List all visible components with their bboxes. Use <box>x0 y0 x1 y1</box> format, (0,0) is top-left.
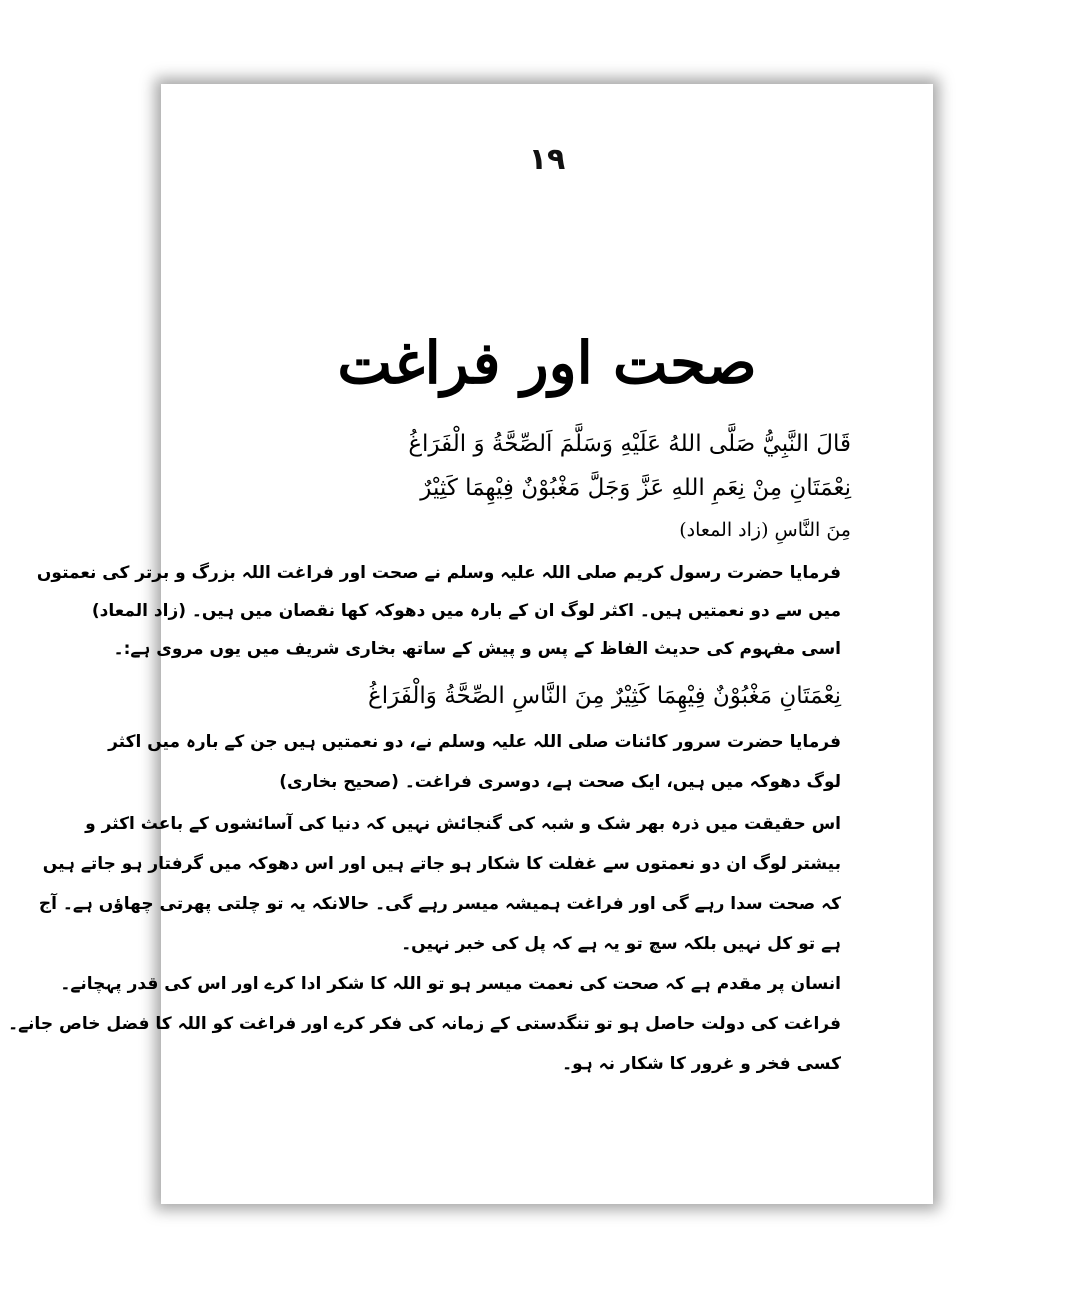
page-number: ١٩ <box>528 142 566 177</box>
translation-line: فرمایا حضرت رسول کریم صلی اللہ علیہ وسلم نے صحت اور فراغت اللہ بزرگ و برتر کی نعمتوں <box>36 563 841 583</box>
hadith-arabic-2 <box>261 674 841 718</box>
commentary-line: کسی فخر و غرور کا شکار نہ ہو۔ <box>562 1054 841 1074</box>
translation-line: فرمایا حضرت سرور کائنات صلی اللہ علیہ وسلم نے، دو نعمتیں ہیں جن کے بارہ میں اکثر <box>108 732 841 752</box>
translation-line: اسی مفہوم کی حدیث الفاظ کے پس و پیش کے ساتھ بخاری شریف میں یوں مروی ہے:۔ <box>113 639 841 659</box>
hadith-line: قَالَ النَّبِيُّ صَلَّى اللهُ عَلَيْهِ وَسَلَّمَ اَلصِّحَّةُ وَ الْفَرَاغُ <box>408 431 851 457</box>
document-page <box>8 84 933 1204</box>
hadith-line: نِعْمَتَانِ مِنْ نِعَمِ اللهِ عَزَّ وَجَلَّ مَغْبُوْنٌ فِيْهِمَا كَثِيْرٌ <box>420 475 851 501</box>
translation-urdu-2 <box>108 722 841 802</box>
commentary-line: اس حقیقت میں ذرہ بھر شک و شبہ کی گنجائش نہیں کہ دنیا کی آسائشوں کے باعث اکثر و <box>85 814 841 834</box>
commentary-urdu <box>8 804 841 1084</box>
page-title: صحت اور فراغت <box>337 329 757 397</box>
translation-urdu-1 <box>36 554 841 668</box>
hadith-line: مِنَ النَّاسِ (زاد المعاد) <box>679 519 851 541</box>
hadith-arabic-1 <box>251 422 851 550</box>
translation-line: میں سے دو نعمتیں ہیں۔ اکثر لوگ ان کے بارہ میں دھوکہ کھا نقصان میں ہیں۔ (زاد المعاد) <box>91 601 841 621</box>
commentary-line: کہ صحت سدا رہے گی اور فراغت ہمیشہ میسر رہے گی۔ حالانکہ یہ تو چلتی پھرتی چھاؤں ہے۔ آج <box>38 894 841 914</box>
hadith-line: نِعْمَتَانِ مَغْبُوْنٌ فِيْهِمَا كَثِيْرٌ مِنَ النَّاسِ الصِّحَّةُ وَالْفَرَاغُ <box>367 683 841 709</box>
commentary-line: ہے تو کل نہیں بلکہ سچ تو یہ ہے کہ پل کی خبر نہیں۔ <box>401 934 841 954</box>
commentary-line: فراغت کی دولت حاصل ہو تو تنگدستی کے زمانہ کی فکر کرے اور فراغت کو اللہ کا فضل خاص جانے۔ <box>8 1014 841 1034</box>
commentary-line: انسان پر مقدم ہے کہ صحت کی نعمت میسر ہو تو اللہ کا شکر ادا کرے اور اس کی قدر پہچانے۔ <box>60 974 841 994</box>
translation-line: لوگ دھوکہ میں ہیں، ایک صحت ہے، دوسری فراغت۔ (صحیح بخاری) <box>279 772 841 792</box>
commentary-line: بیشتر لوگ ان دو نعمتوں سے غفلت کا شکار ہو جاتے ہیں اور اس دھوکہ میں گرفتار ہو جاتے ہیں <box>42 854 841 874</box>
